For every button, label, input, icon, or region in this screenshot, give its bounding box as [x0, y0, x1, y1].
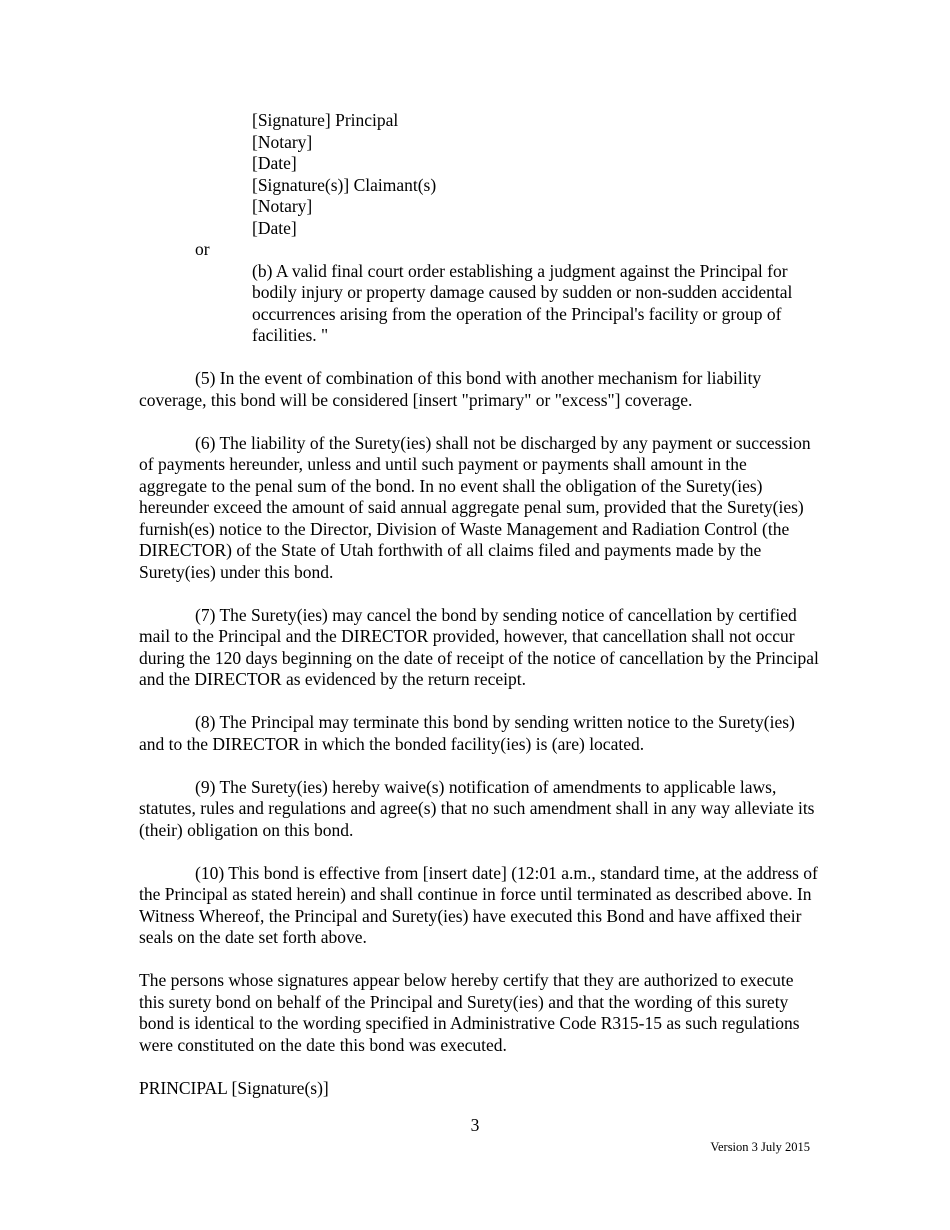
paragraph-6: (6) The liability of the Surety(ies) shall not be discharged by any payment or succession of payments hereunder, unless and until such payment or payments shall amount in the aggregate to the penal sum of the bond. In no event shall the obligation of the Surety(ies) hereunder exceed the amount of said annual aggregate penal sum, provided that the Surety(ies) furnish(es) notice to the Director, Division of Waste Management and Radiation Control (the DIRECTOR) of the State of Utah forthwith of all claims filed and payments made by the Surety(ies) under this bond.	[139, 432, 811, 582]
signature-claimants-line: [Signature(s)] Claimant(s)	[252, 174, 437, 195]
paragraph-7: (7) The Surety(ies) may cancel the bond by sending notice of cancellation by certified mail to the Principal and the DIRECTOR provided, however, that cancellation shall not occur during the 120 days beginning on the date of receipt of the notice of cancellation by the Principal and the DIRECTOR as evidenced by the return receipt.	[139, 604, 819, 689]
document-body	[139, 110, 819, 1099]
paragraph-5: (5) In the event of combination of this bond with another mechanism for liability coverage, this bond will be considered [insert "primary" or "excess"] coverage.	[139, 368, 762, 410]
clause-b: (b) A valid final court order establishing a judgment against the Principal for bodily injury or property damage caused by sudden or non-sudden accidental occurrences arising from the operation of the Principal's facility or group of facilities. "	[252, 260, 793, 345]
paragraph-10: (10) This bond is effective from [insert date] (12:01 a.m., standard time, at the address of the Principal as stated herein) and shall continue in force until terminated as described above. In Witness Whereof, the Principal and Surety(ies) have executed this Bond and have affixed their seals on the date set forth above.	[139, 862, 818, 947]
certification-paragraph: The persons whose signatures appear below hereby certify that they are authorized to execute this surety bond on behalf of the Principal and Surety(ies) and that the wording of this surety bond is identical to the wording specified in Administrative Code R315-15 as such regulations were constituted on the date this bond was executed.	[139, 970, 800, 1055]
signature-principal-line: [Signature] Principal	[252, 110, 399, 130]
notary-line: [Notary]	[252, 131, 313, 152]
date-line: [Date]	[252, 217, 297, 238]
signature-block	[252, 110, 819, 239]
page-number: 3	[470, 1115, 480, 1135]
paragraph-9: (9) The Surety(ies) hereby waive(s) notification of amendments to applicable laws, statutes, rules and regulations and agree(s) that no such amendment shall in any way alleviate its (their) obligation on this bond.	[139, 776, 815, 840]
date-line: [Date]	[252, 153, 297, 173]
paragraph-8: (8) The Principal may terminate this bond by sending written notice to the Surety(ies) and to the DIRECTOR in which the bonded facility(ies) is (are) located.	[139, 712, 795, 754]
version-label: Version 3 July 2015	[710, 1140, 810, 1154]
principal-signature-label: PRINCIPAL [Signature(s)]	[139, 1077, 329, 1098]
notary-line: [Notary]	[252, 196, 313, 216]
or-separator: or	[195, 239, 210, 259]
